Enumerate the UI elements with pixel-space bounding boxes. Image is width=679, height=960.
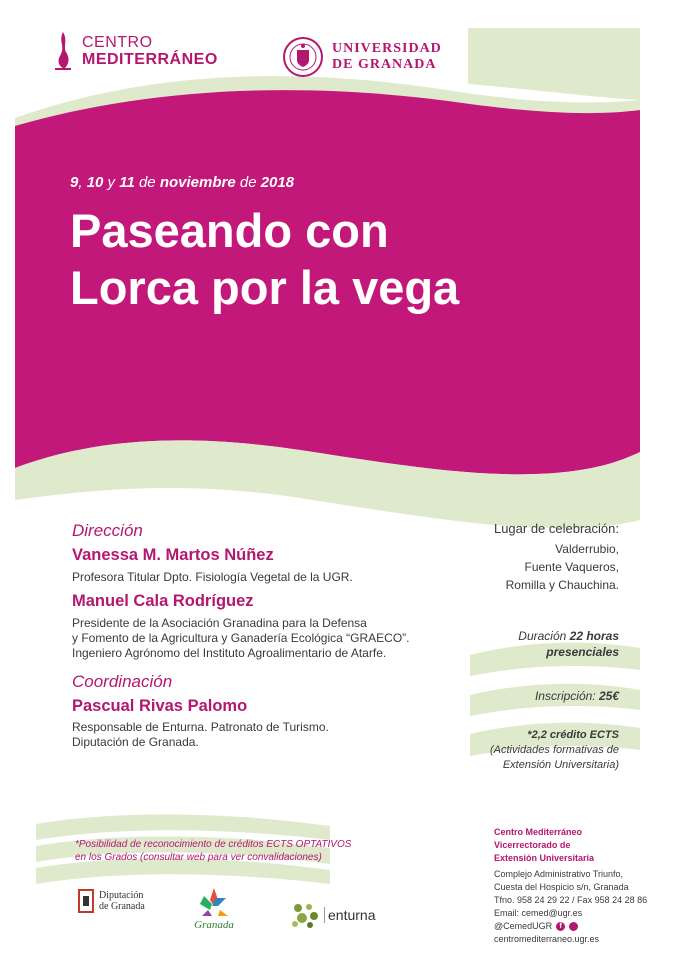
diputacion-logo: Diputación de Granada [78,888,145,914]
centro-mediterraneo-logo [52,30,218,72]
website-link[interactable]: centromediterraneo.ugr.es [494,934,600,944]
flame-icon [52,30,74,72]
direccion-heading: Dirección [72,521,143,540]
granada-star-icon [184,886,244,930]
person-desc: Profesora Titular Dpto. Fisiología Vegetal de la UGR. [72,570,353,584]
lugar-list: Valderrubio, Fuente Vaqueros, Romilla y Chauchina. [505,542,619,592]
diputacion-shield-icon [78,888,94,914]
coordinacion-heading: Coordinación [72,672,173,691]
event-dates: 9, 10 y 11 de noviembre de 2018 [70,174,295,191]
enturna-logo [290,900,375,930]
lugar-label: Lugar de celebración: [493,521,619,536]
ugr-line1: UNIVERSIDAD [332,41,442,56]
granada-logo-text: Granada [194,919,234,930]
granada-logo [184,886,244,935]
person-name: Manuel Cala Rodríguez [72,592,254,610]
person-name: Vanessa M. Martos Núñez [72,546,274,564]
ugr-seal-icon [282,36,324,78]
email-link[interactable]: Email: cemed@ugr.es [494,908,583,918]
twitter-icon[interactable] [569,922,578,931]
duracion: Duración 22 horas presenciales [518,629,619,659]
social-handle[interactable]: @CemedUGR [494,921,553,931]
title-line2: Lorca por la vega [70,261,460,314]
inscripcion: Inscripción: 25€ [534,689,619,703]
cm-line2: MEDITERRÁNEO [82,51,218,68]
ugr-line2: DE GRANADA [332,57,437,72]
enturna-dots-icon [290,900,320,930]
person-desc: Presidente de la Asociación Granadina para la Defensa y Fomento de la Agricultura y Ganadería Ecológica “GRAECO”. Ingeniero Agrónomo del Instituto Agroalimentario de Atarfe. [72,616,410,660]
facebook-icon[interactable]: f [556,922,565,931]
person-name: Pascual Rivas Palomo [72,697,248,715]
universidad-granada-logo [282,36,442,78]
person-desc: Responsable de Enturna. Patronato de Turismo. Diputación de Granada. [72,720,329,749]
enturna-logo-text: enturna [324,907,375,923]
cm-line1: CENTRO [82,34,153,51]
contact-block: Centro Mediterráneo Vicerrectorado de Extensión Universitaria Complejo Administrativo Triunfo, Cuesta del Hospicio s/n, Granada Tfno. 958 24 29 22 / Fax 958 24 28 86 Email: cemed@ugr.es @CemedUGR f centromediterraneo.ugr.es [494,827,648,944]
ects-note: *Posibilidad de reconocimiento de créditos ECTS OPTATIVOS en los Grados (consultar web para ver convalidaciones) [75,839,352,863]
event-title [70,202,459,316]
ects-info: *2,2 crédito ECTS (Actividades formativas de Extensión Universitaria) [490,729,619,771]
title-line1: Paseando con [70,204,389,257]
